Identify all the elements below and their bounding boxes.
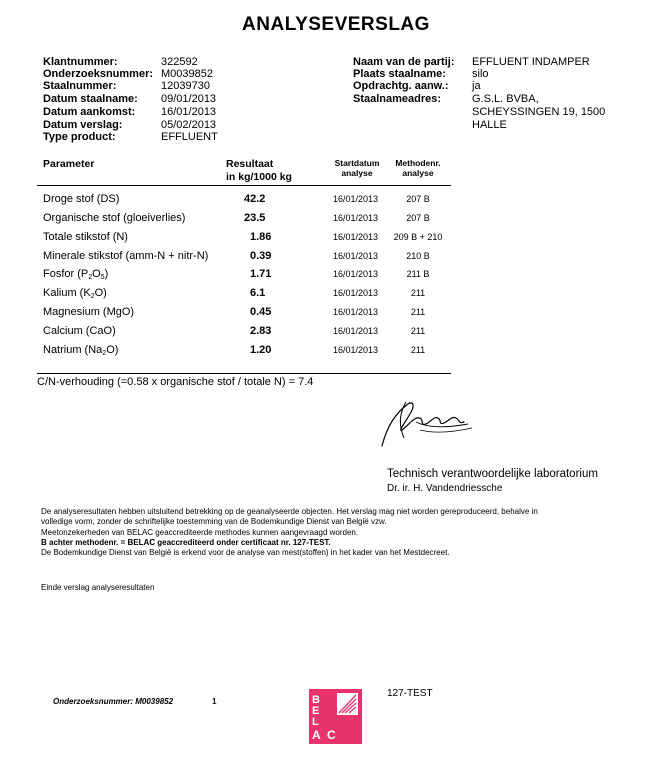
row-parameter-part: Kalium (K bbox=[43, 287, 91, 299]
row-parameter-part: ) bbox=[104, 268, 109, 280]
cn-ratio: C/N-verhouding (=0.58 x organische stof / totale N) = 7.4 bbox=[37, 376, 314, 388]
table-row bbox=[0, 306, 672, 325]
col-startdate: Startdatum bbox=[334, 158, 380, 168]
sampling-place-value: silo bbox=[472, 68, 489, 80]
client-label: Type product: bbox=[43, 131, 116, 143]
table-header-rule bbox=[37, 185, 451, 186]
client-value: 16/01/2013 bbox=[161, 106, 217, 118]
row-startdate: 16/01/2013 bbox=[333, 345, 379, 355]
svg-text:B: B bbox=[312, 694, 320, 706]
col-result-unit: in kg/1000 kg bbox=[226, 171, 292, 183]
svg-text:A: A bbox=[312, 728, 321, 742]
svg-text:E: E bbox=[312, 705, 320, 717]
sampling-address-label: Staalnameadres: bbox=[353, 93, 442, 105]
client-label: Datum verslag: bbox=[43, 119, 123, 131]
party-name-value: EFFLUENT INDAMPER bbox=[472, 56, 590, 68]
table-row bbox=[0, 193, 672, 212]
table-bottom-rule bbox=[37, 373, 451, 374]
client-label: Onderzoeksnummer: bbox=[43, 68, 154, 80]
subscript: 5 bbox=[100, 274, 105, 281]
client-value: 12039730 bbox=[161, 80, 210, 92]
row-parameter bbox=[43, 287, 107, 299]
row-result: 42.2 bbox=[244, 193, 266, 205]
col-parameter: Parameter bbox=[43, 158, 95, 170]
client-value: 322592 bbox=[161, 56, 198, 68]
row-method: 209 B + 210 bbox=[393, 232, 443, 242]
row-parameter bbox=[43, 268, 108, 280]
table-row bbox=[0, 325, 672, 344]
client-label: Staalnummer: bbox=[43, 80, 117, 92]
col-method: Methodenr. bbox=[395, 158, 441, 168]
table-row bbox=[0, 268, 672, 287]
row-parameter bbox=[43, 344, 118, 356]
party-name-label: Naam van de partij: bbox=[353, 56, 455, 68]
row-startdate: 16/01/2013 bbox=[333, 213, 379, 223]
row-startdate: 16/01/2013 bbox=[333, 307, 379, 317]
col-result: Resultaat bbox=[226, 158, 274, 170]
signature-image bbox=[376, 394, 476, 450]
row-method: 207 B bbox=[406, 213, 430, 223]
row-result: 6.1 bbox=[250, 287, 266, 299]
table-row bbox=[0, 212, 672, 231]
report-title: ANALYSEVERSLAG bbox=[242, 14, 430, 35]
client-value: EFFLUENT bbox=[161, 131, 218, 143]
client-value: 09/01/2013 bbox=[161, 93, 217, 105]
row-parameter: Organische stof (gloeiverlies) bbox=[43, 212, 186, 224]
sampling-address-line: G.S.L. BVBA, bbox=[472, 93, 539, 105]
footer-research-number: Onderzoeksnummer: M0039852 bbox=[53, 697, 174, 706]
subscript: 2 bbox=[88, 274, 93, 281]
disclaimer-line: De analyseresultaten hebben uitsluitend betrekking op de geanalyseerde objecten. Het verslag mag niet worden gereproduceerd, behalve in bbox=[41, 507, 538, 516]
row-method: 211 bbox=[410, 326, 426, 336]
client-value: 05/02/2013 bbox=[161, 119, 217, 131]
row-result: 1.20 bbox=[250, 344, 272, 356]
disclaimer-line: B achter methodenr. = BELAC geaccrediteerd onder certificaat nr. 127-TEST. bbox=[41, 537, 331, 547]
belac-logo bbox=[309, 689, 362, 744]
row-method: 207 B bbox=[406, 194, 430, 204]
table-row bbox=[0, 231, 672, 250]
signatory-title: Technisch verantwoordelijke laboratorium bbox=[387, 468, 598, 480]
disclaimer-line: Meetonzekerheden van BELAC geaccrediteerde methodes kunnen aangevraagd worden. bbox=[41, 527, 359, 537]
client-present-value: ja bbox=[472, 80, 481, 92]
row-startdate: 16/01/2013 bbox=[333, 288, 379, 298]
row-parameter: Minerale stikstof (amm-N + nitr-N) bbox=[43, 250, 209, 262]
table-row bbox=[0, 287, 672, 306]
row-parameter: Calcium (CaO) bbox=[43, 325, 116, 337]
row-startdate: 16/01/2013 bbox=[333, 251, 379, 261]
table-row bbox=[0, 344, 672, 363]
client-value: M0039852 bbox=[161, 68, 213, 80]
row-parameter-part: O bbox=[92, 268, 101, 280]
row-startdate: 16/01/2013 bbox=[333, 194, 379, 204]
row-startdate: 16/01/2013 bbox=[333, 232, 379, 242]
row-method: 211 B bbox=[406, 269, 430, 279]
subscript: 2 bbox=[90, 293, 95, 300]
end-of-report: Einde verslag analyseresultaten bbox=[41, 583, 155, 592]
row-result: 1.86 bbox=[250, 231, 272, 243]
disclaimer bbox=[41, 507, 538, 558]
client-label: Klantnummer: bbox=[43, 56, 118, 68]
accreditation-number: 127-TEST bbox=[387, 688, 433, 699]
sampling-place-label: Plaats staalname: bbox=[353, 68, 446, 80]
row-method: 211 bbox=[410, 345, 426, 355]
svg-text:C: C bbox=[327, 728, 336, 742]
subscript: 2 bbox=[102, 350, 107, 357]
row-parameter-part: Natrium (Na bbox=[43, 344, 103, 356]
sampling-address-line: SCHEYSSINGEN 19, 1500 bbox=[472, 106, 606, 118]
row-method: 211 bbox=[410, 288, 426, 298]
client-label: Datum staalname: bbox=[43, 93, 138, 105]
page-number: 1 bbox=[212, 697, 217, 706]
sampling-address-line: HALLE bbox=[472, 119, 507, 131]
row-result: 0.39 bbox=[250, 250, 272, 262]
row-startdate: 16/01/2013 bbox=[333, 269, 379, 279]
row-result: 0.45 bbox=[250, 306, 272, 318]
client-label: Datum aankomst: bbox=[43, 106, 136, 118]
row-parameter: Droge stof (DS) bbox=[43, 193, 120, 205]
col-method-sub: analyse bbox=[402, 168, 434, 178]
row-parameter-part: Fosfor (P bbox=[43, 268, 89, 280]
row-method: 210 B bbox=[406, 251, 430, 261]
row-result: 2.83 bbox=[250, 325, 272, 337]
disclaimer-line: volledige vorm, zonder de schriftelijke toestemming van de Bodemkundige Dienst van België vzw. bbox=[41, 517, 387, 527]
row-parameter: Magnesium (MgO) bbox=[43, 306, 135, 318]
svg-text:L: L bbox=[312, 716, 319, 728]
signatory-name: Dr. ir. H. Vandendriessche bbox=[387, 483, 503, 494]
row-parameter: Totale stikstof (N) bbox=[43, 231, 128, 243]
row-result: 1.71 bbox=[250, 268, 272, 280]
row-parameter-part: O) bbox=[106, 344, 119, 356]
row-result: 23.5 bbox=[244, 212, 266, 224]
col-startdate-sub: analyse bbox=[341, 168, 373, 178]
disclaimer-line: De Bodemkundige Dienst van België is erkend voor de analyse van mest(stoffen) in het kader van het Mestdecreet. bbox=[41, 548, 450, 558]
table-row bbox=[0, 250, 672, 269]
row-method: 211 bbox=[410, 307, 426, 317]
row-startdate: 16/01/2013 bbox=[333, 326, 379, 336]
client-present-label: Opdrachtg. aanw.: bbox=[353, 80, 449, 92]
row-parameter-part: O) bbox=[94, 287, 107, 299]
